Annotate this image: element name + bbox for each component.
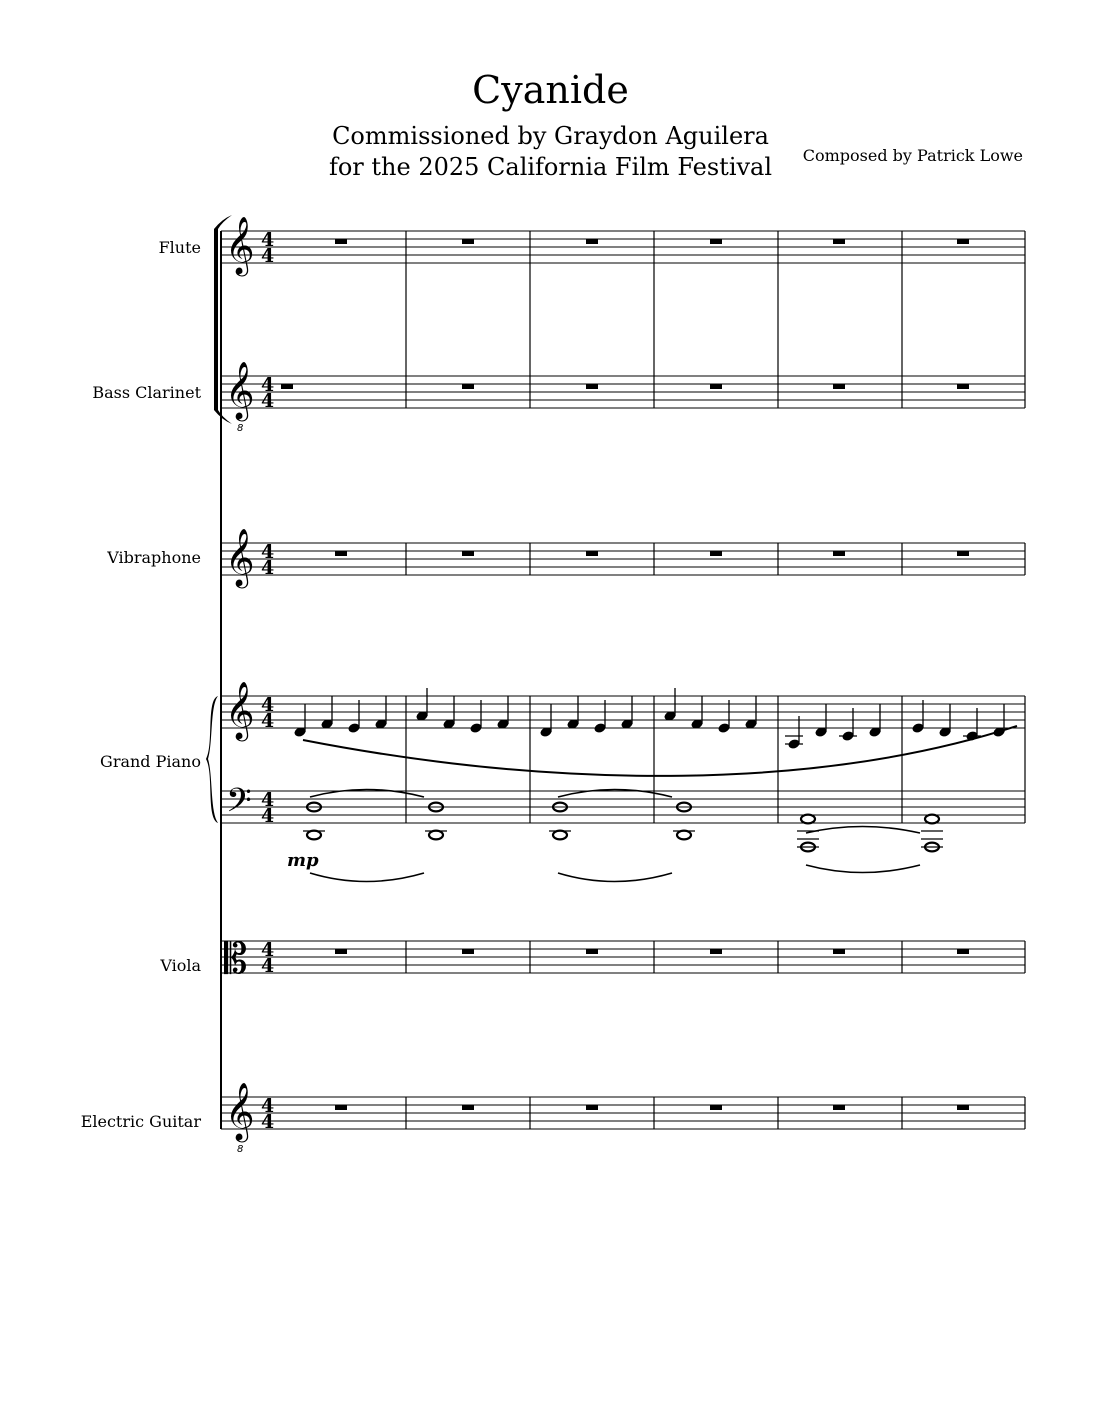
svg-text:4: 4 — [261, 374, 275, 396]
instrument-label-grand-piano: Grand Piano — [100, 752, 201, 771]
treble-clef: 𝄞 — [225, 216, 255, 274]
svg-text:4: 4 — [261, 557, 275, 579]
bass-clef: 𝄢 — [226, 782, 252, 828]
svg-text:4: 4 — [261, 939, 275, 961]
treble-clef: 𝄞 — [225, 528, 255, 586]
whole-note — [553, 831, 567, 840]
whole-note — [925, 815, 939, 824]
treble-clef: 𝄞 — [225, 681, 255, 739]
instrument-label-viola: Viola — [160, 956, 201, 975]
svg-text:8: 8 — [237, 423, 244, 434]
svg-text:4: 4 — [261, 789, 275, 811]
svg-text:4: 4 — [261, 229, 275, 251]
svg-text:4: 4 — [261, 1111, 275, 1133]
svg-text:4: 4 — [261, 694, 275, 716]
whole-note — [307, 831, 321, 840]
svg-text:4: 4 — [261, 710, 275, 732]
alto-clef: 𝄡 — [224, 934, 248, 983]
score-subtitle-line-1: Commissioned by Graydon Aguilera — [332, 122, 769, 150]
slur — [303, 726, 1017, 776]
svg-text:4: 4 — [261, 245, 275, 267]
instrument-label-electric-guitar: Electric Guitar — [80, 1112, 201, 1131]
svg-text:8: 8 — [237, 1144, 244, 1155]
instrument-label-vibraphone: Vibraphone — [107, 548, 201, 567]
composer-credit: Composed by Patrick Lowe — [802, 146, 1023, 165]
piano-right-hand-notes — [293, 688, 1005, 750]
svg-text:4: 4 — [261, 955, 275, 977]
treble-clef: 𝄞 — [225, 1082, 255, 1140]
svg-text:4: 4 — [261, 541, 275, 563]
whole-note — [677, 831, 691, 840]
treble-clef: 𝄞 — [225, 361, 255, 419]
score-subtitle-line-2: for the 2025 California Film Festival — [328, 153, 773, 181]
whole-note — [801, 815, 815, 824]
piano-brace — [206, 696, 218, 823]
whole-note — [429, 831, 443, 840]
score-title: Cyanide — [472, 68, 629, 112]
svg-text:4: 4 — [261, 805, 275, 827]
svg-text:4: 4 — [261, 1095, 275, 1117]
svg-text:4: 4 — [261, 390, 275, 412]
instrument-label-bass-clarinet: Bass Clarinet — [92, 383, 201, 402]
dynamic-marking: mp — [287, 850, 319, 871]
instrument-label-flute: Flute — [158, 238, 201, 257]
